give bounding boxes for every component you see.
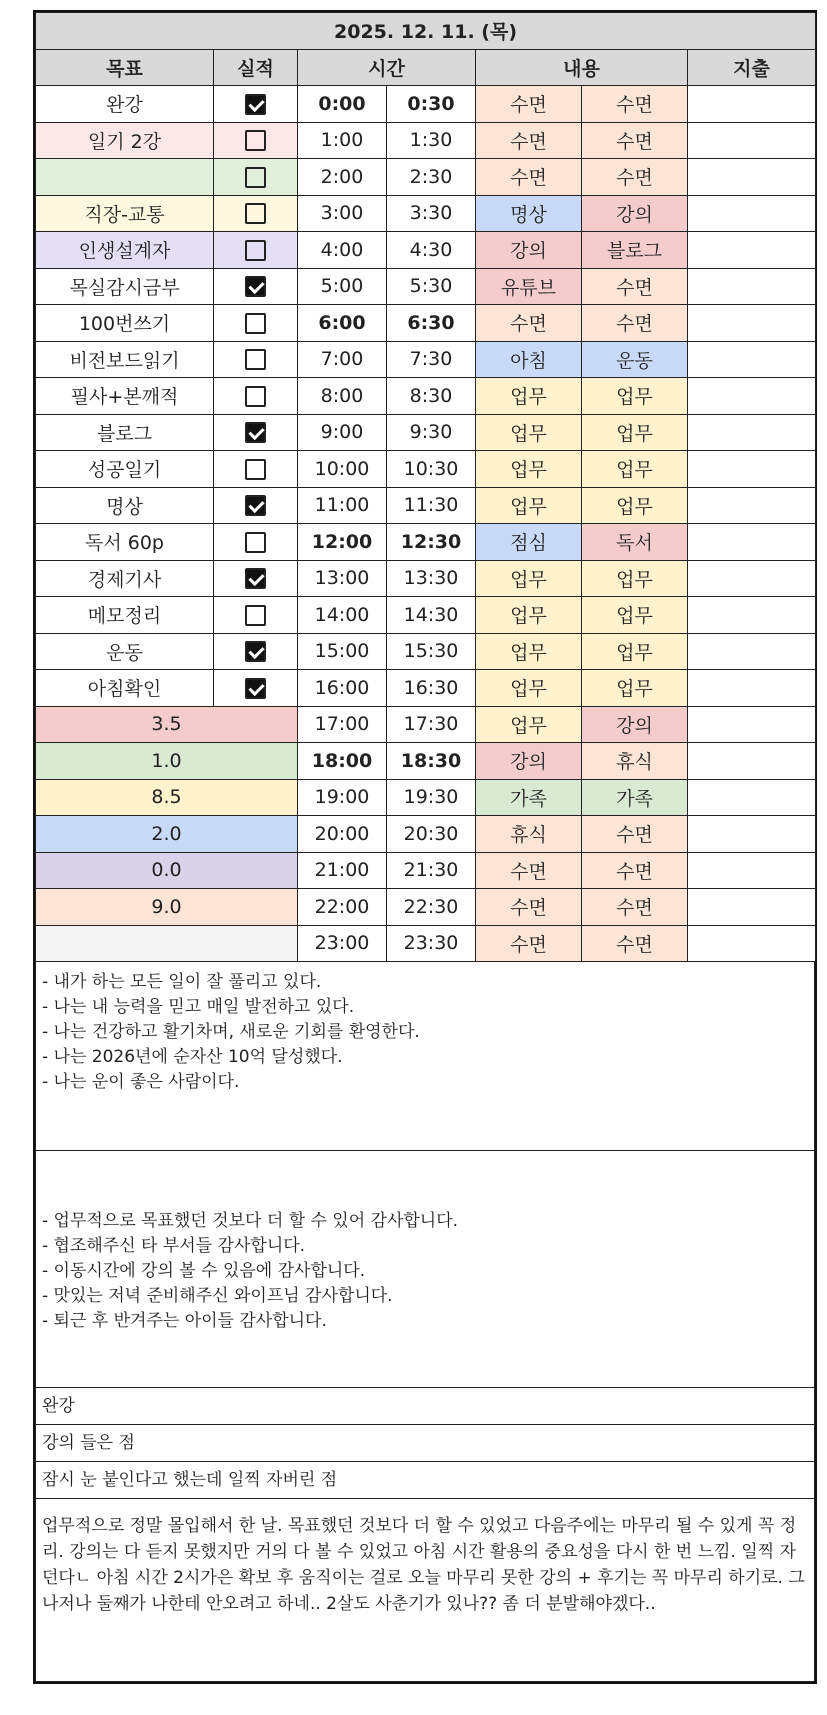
checkbox-checked[interactable] [245, 568, 266, 589]
activity-first-half: 수면 [476, 86, 582, 123]
goal-cell: 인생설계자 [36, 232, 214, 269]
review-line-3: 잠시 눈 붙인다고 했는데 일찍 자버린 점 [35, 1462, 815, 1499]
schedule-row [36, 779, 816, 816]
expense-cell[interactable] [688, 706, 816, 743]
done-cell[interactable] [214, 378, 298, 415]
time-half: 23:30 [387, 925, 476, 962]
goal-cell [36, 159, 214, 196]
title-row [36, 13, 816, 50]
checkbox-unchecked[interactable] [245, 459, 266, 480]
activity-first-half: 업무 [476, 378, 582, 415]
time-half: 21:30 [387, 852, 476, 889]
schedule-row [36, 268, 816, 305]
gratitude-line: - 협조해주신 타 부서들 감사합니다. [42, 1236, 306, 1256]
checkbox-unchecked[interactable] [245, 130, 266, 151]
time-start: 1:00 [298, 122, 387, 159]
time-start: 20:00 [298, 816, 387, 853]
done-cell[interactable] [214, 597, 298, 634]
gratitude-line: - 이동시간에 강의 볼 수 있음에 감사합니다. [42, 1261, 366, 1281]
activity-first-half: 유튜브 [476, 268, 582, 305]
time-header: 시간 [298, 49, 476, 86]
activity-first-half: 수면 [476, 852, 582, 889]
expense-cell[interactable] [688, 560, 816, 597]
activity-first-half: 업무 [476, 670, 582, 707]
activity-first-half: 수면 [476, 305, 582, 342]
time-half: 14:30 [387, 597, 476, 634]
time-half: 20:30 [387, 816, 476, 853]
expense-cell[interactable] [688, 925, 816, 962]
schedule-row [36, 633, 816, 670]
done-cell[interactable] [214, 195, 298, 232]
checkbox-unchecked[interactable] [245, 532, 266, 553]
expense-cell[interactable] [688, 341, 816, 378]
activity-first-half: 수면 [476, 159, 582, 196]
activity-second-half: 수면 [582, 889, 688, 926]
schedule-table [35, 12, 816, 962]
done-cell[interactable] [214, 232, 298, 269]
time-half: 16:30 [387, 670, 476, 707]
checkbox-unchecked[interactable] [245, 605, 266, 626]
checkbox-unchecked[interactable] [245, 167, 266, 188]
date-title: 2025. 12. 11. (목) [36, 13, 816, 50]
checkbox-unchecked[interactable] [245, 240, 266, 261]
time-half: 17:30 [387, 706, 476, 743]
time-start: 2:00 [298, 159, 387, 196]
activity-second-half: 업무 [582, 451, 688, 488]
time-start: 13:00 [298, 560, 387, 597]
time-start: 10:00 [298, 451, 387, 488]
time-half: 18:30 [387, 743, 476, 780]
expense-cell[interactable] [688, 889, 816, 926]
gratitude-line: - 퇴근 후 반겨주는 아이들 감사합니다. [42, 1311, 327, 1331]
checkbox-unchecked[interactable] [245, 313, 266, 334]
affirmation-line: - 나는 2026년에 순자산 10억 달성했다. [42, 1047, 343, 1067]
activity-first-half: 명상 [476, 195, 582, 232]
activity-second-half: 수면 [582, 86, 688, 123]
activity-first-half: 업무 [476, 706, 582, 743]
activity-second-half: 업무 [582, 487, 688, 524]
expense-cell[interactable] [688, 524, 816, 561]
checkbox-unchecked[interactable] [245, 386, 266, 407]
schedule-row [36, 86, 816, 123]
time-start: 15:00 [298, 633, 387, 670]
schedule-row [36, 378, 816, 415]
expense-cell[interactable] [688, 305, 816, 342]
gratitude-line: - 업무적으로 목표했던 것보다 더 할 수 있어 감사합니다. [42, 1211, 459, 1231]
gratitude-list [42, 1209, 814, 1334]
expense-cell[interactable] [688, 633, 816, 670]
done-cell[interactable] [214, 268, 298, 305]
gratitude-line: - 맛있는 저녁 준비해주신 와이프님 감사합니다. [42, 1286, 393, 1306]
category-total: 8.5 [36, 779, 298, 816]
affirmation-line: - 나는 건강하고 활기차며, 새로운 기회를 환영한다. [42, 1022, 420, 1042]
expense-cell[interactable] [688, 670, 816, 707]
category-total [36, 925, 298, 962]
goal-cell: 독서 60p [36, 524, 214, 561]
schedule-row [36, 524, 816, 561]
category-total: 3.5 [36, 706, 298, 743]
diary-text: 업무적으로 정말 몰입해서 한 날. 목표했던 것보다 더 할 수 있었고 다음주에는 마무리 될 수 있게 꼭 정리. 강의는 다 듣지 못했지만 거의 다 볼 수 있었고 아침 시간 활용의 중요성을 다시 한 번 느낌. 일찍 자던다ㄴ 아침 시간 2시가은 확보 후 움직이는 걸로 오늘 마무리 못한 강의 + 후기는 꼭 마무리 하기로. 그나저나 둘째가 나한테 안오려고 하네.. 2살도 사춘기가 있나?? 좀 더 분발해야겠다.. [42, 1516, 805, 1614]
review-line-2: 강의 들은 점 [35, 1425, 815, 1462]
activity-second-half: 가족 [582, 779, 688, 816]
content-header: 내용 [476, 49, 688, 86]
time-start: 16:00 [298, 670, 387, 707]
time-start: 19:00 [298, 779, 387, 816]
checkbox-unchecked[interactable] [245, 203, 266, 224]
time-half: 15:30 [387, 633, 476, 670]
time-start: 4:00 [298, 232, 387, 269]
time-half: 12:30 [387, 524, 476, 561]
schedule-row [36, 670, 816, 707]
time-half: 11:30 [387, 487, 476, 524]
done-cell[interactable] [214, 341, 298, 378]
goal-cell: 일기 2강 [36, 122, 214, 159]
activity-first-half: 수면 [476, 122, 582, 159]
checkbox-unchecked[interactable] [245, 349, 266, 370]
activity-first-half: 업무 [476, 414, 582, 451]
done-cell[interactable] [214, 451, 298, 488]
activity-second-half: 수면 [582, 305, 688, 342]
expense-cell[interactable] [688, 232, 816, 269]
done-cell[interactable] [214, 305, 298, 342]
checkbox-checked[interactable] [245, 678, 266, 699]
schedule-body [36, 13, 816, 962]
expense-cell[interactable] [688, 779, 816, 816]
activity-second-half: 강의 [582, 195, 688, 232]
expense-cell[interactable] [688, 195, 816, 232]
time-half: 10:30 [387, 451, 476, 488]
activity-second-half: 업무 [582, 670, 688, 707]
activity-first-half: 점심 [476, 524, 582, 561]
time-half: 8:30 [387, 378, 476, 415]
time-half: 3:30 [387, 195, 476, 232]
schedule-row [36, 889, 816, 926]
done-cell[interactable] [214, 159, 298, 196]
expense-cell[interactable] [688, 414, 816, 451]
category-total: 9.0 [36, 889, 298, 926]
time-half: 7:30 [387, 341, 476, 378]
goal-header: 목표 [36, 49, 214, 86]
activity-first-half: 업무 [476, 451, 582, 488]
expense-cell[interactable] [688, 487, 816, 524]
time-start: 8:00 [298, 378, 387, 415]
activity-first-half: 가족 [476, 779, 582, 816]
category-total: 2.0 [36, 816, 298, 853]
goal-cell: 성공일기 [36, 451, 214, 488]
expense-cell[interactable] [688, 86, 816, 123]
schedule-row [36, 159, 816, 196]
schedule-row [36, 305, 816, 342]
schedule-row [36, 195, 816, 232]
time-start: 9:00 [298, 414, 387, 451]
done-header: 실적 [214, 49, 298, 86]
done-cell[interactable] [214, 122, 298, 159]
checkbox-checked[interactable] [245, 641, 266, 662]
activity-first-half: 강의 [476, 743, 582, 780]
done-cell[interactable] [214, 487, 298, 524]
goal-cell: 비전보드읽기 [36, 341, 214, 378]
time-start: 5:00 [298, 268, 387, 305]
time-start: 14:00 [298, 597, 387, 634]
activity-second-half: 수면 [582, 852, 688, 889]
expense-cell[interactable] [688, 743, 816, 780]
checkbox-checked[interactable] [245, 422, 266, 443]
activity-second-half: 휴식 [582, 743, 688, 780]
expense-cell[interactable] [688, 159, 816, 196]
time-half: 9:30 [387, 414, 476, 451]
schedule-row [36, 852, 816, 889]
schedule-row [36, 706, 816, 743]
time-start: 12:00 [298, 524, 387, 561]
time-start: 3:00 [298, 195, 387, 232]
activity-first-half: 업무 [476, 597, 582, 634]
diary-box [35, 1499, 815, 1682]
expense-cell[interactable] [688, 451, 816, 488]
done-cell[interactable] [214, 633, 298, 670]
activity-second-half: 업무 [582, 560, 688, 597]
schedule-row [36, 816, 816, 853]
activity-second-half: 수면 [582, 268, 688, 305]
done-cell[interactable] [214, 414, 298, 451]
expense-header: 지출 [688, 49, 816, 86]
activity-second-half: 독서 [582, 524, 688, 561]
time-start: 7:00 [298, 341, 387, 378]
expense-cell[interactable] [688, 597, 816, 634]
expense-cell[interactable] [688, 378, 816, 415]
schedule-row [36, 414, 816, 451]
time-start: 21:00 [298, 852, 387, 889]
schedule-row [36, 560, 816, 597]
goal-cell: 필사+본깨적 [36, 378, 214, 415]
goal-cell: 운동 [36, 633, 214, 670]
checkbox-checked[interactable] [245, 94, 266, 115]
time-half: 22:30 [387, 889, 476, 926]
activity-first-half: 수면 [476, 925, 582, 962]
time-start: 6:00 [298, 305, 387, 342]
affirmation-line: - 나는 내 능력을 믿고 매일 발전하고 있다. [42, 997, 355, 1017]
header-row [36, 49, 816, 86]
time-half: 6:30 [387, 305, 476, 342]
activity-second-half: 업무 [582, 597, 688, 634]
schedule-row [36, 743, 816, 780]
time-half: 1:30 [387, 122, 476, 159]
activity-second-half: 업무 [582, 378, 688, 415]
time-half: 4:30 [387, 232, 476, 269]
activity-first-half: 강의 [476, 232, 582, 269]
expense-cell[interactable] [688, 852, 816, 889]
activity-first-half: 업무 [476, 633, 582, 670]
expense-cell[interactable] [688, 122, 816, 159]
review-line-1: 완강 [35, 1388, 815, 1425]
activity-second-half: 업무 [582, 633, 688, 670]
schedule-row [36, 232, 816, 269]
activity-second-half: 수면 [582, 122, 688, 159]
schedule-row [36, 487, 816, 524]
expense-cell[interactable] [688, 816, 816, 853]
activity-second-half: 업무 [582, 414, 688, 451]
time-half: 19:30 [387, 779, 476, 816]
category-total: 1.0 [36, 743, 298, 780]
category-total: 0.0 [36, 852, 298, 889]
expense-cell[interactable] [688, 268, 816, 305]
goal-cell: 명상 [36, 487, 214, 524]
gratitude-box [35, 1151, 815, 1388]
checkbox-checked[interactable] [245, 276, 266, 297]
activity-first-half: 업무 [476, 487, 582, 524]
activity-second-half: 수면 [582, 925, 688, 962]
activity-second-half: 운동 [582, 341, 688, 378]
goal-cell: 100번쓰기 [36, 305, 214, 342]
time-start: 23:00 [298, 925, 387, 962]
goal-cell: 아침확인 [36, 670, 214, 707]
goal-cell: 완강 [36, 86, 214, 123]
activity-second-half: 수면 [582, 816, 688, 853]
done-cell[interactable] [214, 670, 298, 707]
activity-second-half: 블로그 [582, 232, 688, 269]
time-start: 0:00 [298, 86, 387, 123]
goal-cell: 직장-교통 [36, 195, 214, 232]
activity-first-half: 아침 [476, 341, 582, 378]
done-cell[interactable] [214, 560, 298, 597]
time-start: 22:00 [298, 889, 387, 926]
schedule-row [36, 341, 816, 378]
activity-second-half: 수면 [582, 159, 688, 196]
time-half: 13:30 [387, 560, 476, 597]
schedule-row [36, 597, 816, 634]
goal-cell: 블로그 [36, 414, 214, 451]
time-half: 2:30 [387, 159, 476, 196]
activity-first-half: 업무 [476, 560, 582, 597]
checkbox-checked[interactable] [245, 495, 266, 516]
time-half: 0:30 [387, 86, 476, 123]
schedule-row [36, 451, 816, 488]
schedule-row [36, 925, 816, 962]
affirmations-box [35, 962, 815, 1151]
daily-planner-sheet [33, 10, 817, 1684]
activity-first-half: 수면 [476, 889, 582, 926]
affirmations-list [42, 970, 814, 1095]
time-start: 11:00 [298, 487, 387, 524]
time-start: 18:00 [298, 743, 387, 780]
schedule-row [36, 122, 816, 159]
done-cell[interactable] [214, 86, 298, 123]
time-start: 17:00 [298, 706, 387, 743]
goal-cell: 경제기사 [36, 560, 214, 597]
affirmation-line: - 나는 운이 좋은 사람이다. [42, 1072, 240, 1092]
time-half: 5:30 [387, 268, 476, 305]
goal-cell: 목실감시금부 [36, 268, 214, 305]
activity-second-half: 강의 [582, 706, 688, 743]
affirmation-line: - 내가 하는 모든 일이 잘 풀리고 있다. [42, 972, 322, 992]
goal-cell: 메모정리 [36, 597, 214, 634]
activity-first-half: 휴식 [476, 816, 582, 853]
done-cell[interactable] [214, 524, 298, 561]
